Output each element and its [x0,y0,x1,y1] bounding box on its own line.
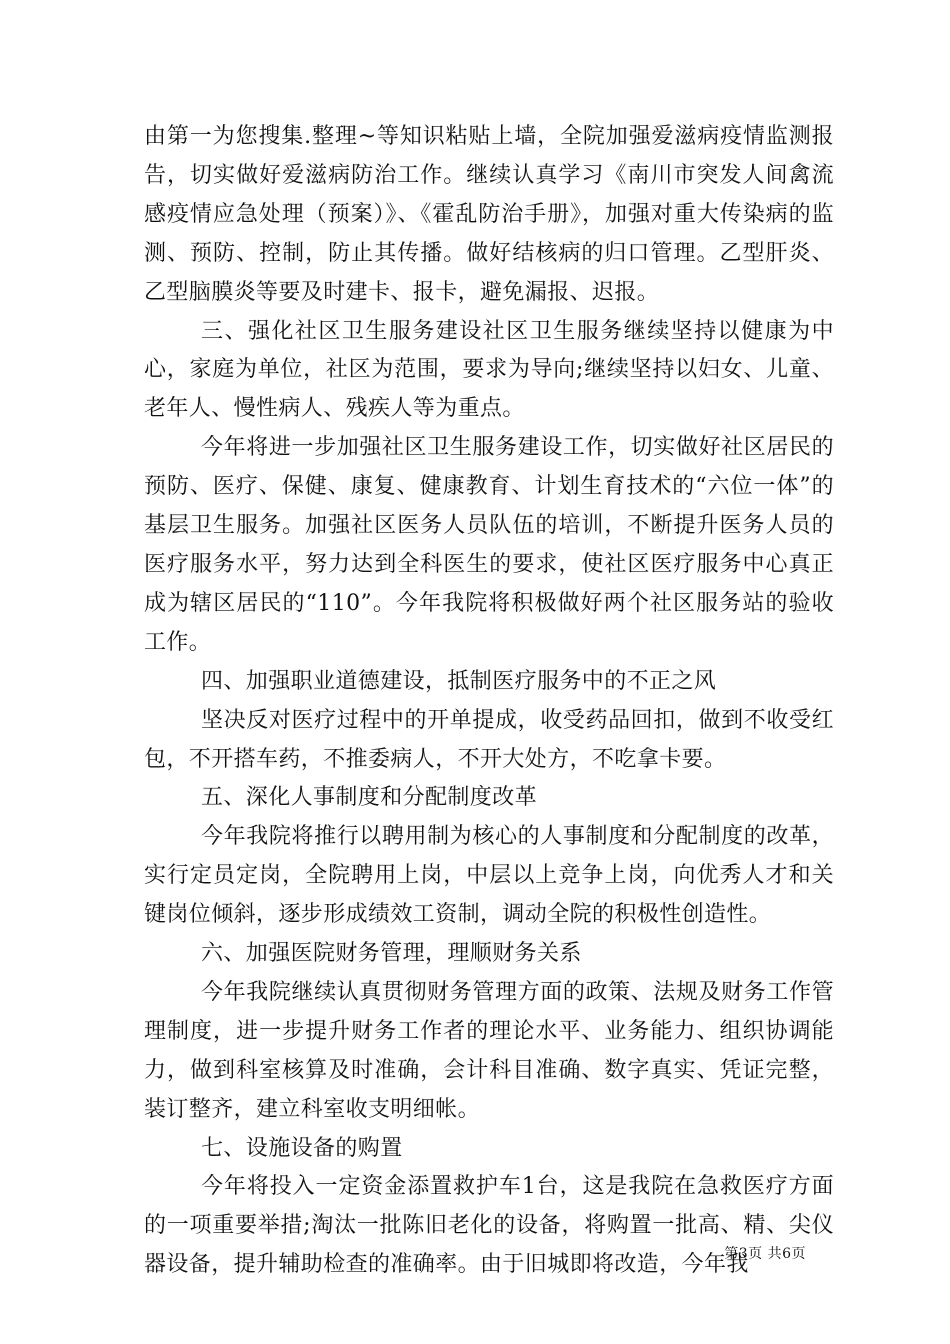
paragraph-1: 由第一为您搜集.整理~等知识粘贴上墙，全院加强爱滋病疫情监测报告，切实做好爱滋病防治工作。继续认真学习《南川市突发人间禽流感疫情应急处理（预案）》、《霍乱防治手册》，加强对重大传染病的监测、预防、控制，防止其传播。做好结核病的归口管理。乙型肝炎、乙型脑膜炎等要及时建卡、报卡，避免漏报、迟报。 [144,124,834,305]
section-3-heading-paragraph: 三、强化社区卫生服务建设社区卫生服务继续坚持以健康为中心，家庭为单位，社区为范围，要求为导向;继续坚持以妇女、儿童、老年人、慢性病人、残疾人等为重点。 [144,318,834,422]
section-4-heading: 四、加强职业道德建设，抵制医疗服务中的不正之风 [201,668,717,694]
paragraph-finance: 今年我院继续认真贯彻财务管理方面的政策、法规及财务工作管理制度，进一步提升财务工作者的理论水平、业务能力、组织协调能力，做到科室核算及时准确，会计科目准确、数字真实、凭证完整，装订整齐，建立科室收支明细帐。 [144,979,834,1122]
page-number-footer: 第3页 共6页 [724,1246,806,1262]
document-body [144,118,834,1285]
paragraph-equipment: 今年将投入一定资金添置救护车1台，这是我院在急救医疗方面的一项重要举措;淘汰一批陈旧老化的设备，将购置一批高、精、尖仪器设备，提升辅助检查的准确率。由于旧城即将改造，今年我 [144,1174,834,1278]
section-7-heading: 七、设施设备的购置 [201,1135,403,1161]
paragraph-community-health: 今年将进一步加强社区卫生服务建设工作，切实做好社区居民的预防、医疗、保健、康复、健康教育、计划生育技术的“六位一体”的基层卫生服务。加强社区医务人员队伍的培训，不断提升医务人员的医疗服务水平，努力达到全科医生的要求，使社区医疗服务中心真正成为辖区居民的“110”。今年我院将积极做好两个社区服务站的验收工作。 [144,435,834,655]
paragraph-personnel-reform: 今年我院将推行以聘用制为核心的人事制度和分配制度的改革，实行定员定岗，全院聘用上岗，中层以上竞争上岗，向优秀人才和关键岗位倾斜，逐步形成绩效工资制，调动全院的积极性创造性。 [144,824,834,928]
section-6-heading: 六、加强医院财务管理，理顺财务关系 [201,941,582,967]
paragraph-ethics: 坚决反对医疗过程中的开单提成，收受药品回扣，做到不收受红包，不开搭车药，不推委病人，不开大处方，不吃拿卡要。 [144,707,834,772]
section-5-heading: 五、深化人事制度和分配制度改革 [201,785,538,811]
